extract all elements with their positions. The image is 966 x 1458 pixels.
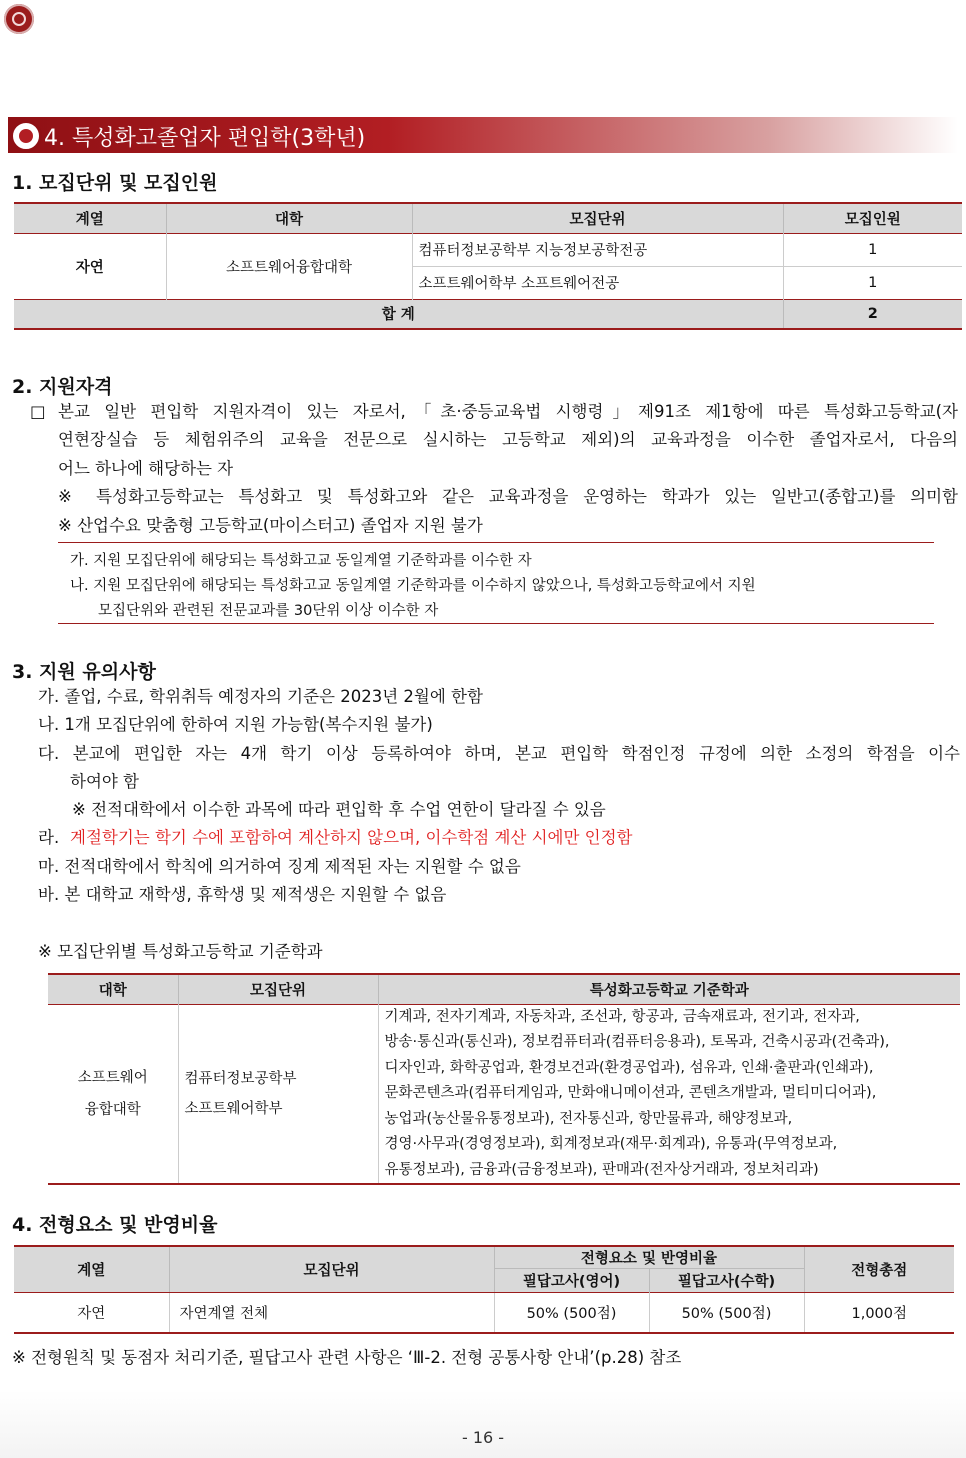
total-value: 2: [867, 305, 878, 322]
col-total: 전형총점: [804, 1246, 954, 1293]
dept-unit-cell: [178, 1004, 378, 1184]
unit-cell: 자연계열 전체: [169, 1293, 494, 1333]
col-college: 대학: [166, 203, 412, 233]
unit-cell: 소프트웨어학부 소프트웨어전공: [412, 266, 783, 299]
dept-table-title: ※ 모집단위별 특성화고등학교 기준학과: [38, 942, 323, 961]
eligibility-line: 연현장실습 등 체험위주의 교육을 전문으로 실시하는 고등학교 제외)의 교육과정을 이수한 졸업자로서, 다음의: [58, 430, 958, 449]
section-emblem-icon: [10, 120, 42, 152]
col-math: 필답고사(수학): [649, 1269, 804, 1293]
section3-heading: 3. 지원 유의사항: [12, 661, 156, 683]
eng-cell: 50% (500점): [494, 1293, 649, 1333]
field-cell: 자연: [14, 233, 166, 299]
col-unit: 모집단위: [178, 974, 378, 1004]
unit-cell: 컴퓨터정보공학부 지능정보공학전공: [412, 233, 783, 266]
col-group: 전형요소 및 반영비율: [494, 1246, 804, 1269]
eligibility-line: 어느 하나에 해당하는 자: [58, 459, 234, 478]
col-unit: 모집단위: [412, 203, 783, 233]
condition-item: 가. 지원 모집단위에 해당되는 특성화고교 동일계열 기준학과를 이수한 자: [70, 553, 532, 569]
notice-item: 바. 본 대학교 재학생, 휴학생 및 제적생은 지원할 수 없음: [38, 885, 447, 904]
notice-note: ※ 전적대학에서 이수한 과목에 따라 편입학 후 수업 연한이 달라질 수 있음: [72, 800, 606, 819]
col-dept: 특성화고등학교 기준학과: [589, 982, 749, 999]
college-line: 소프트웨어: [77, 1069, 148, 1086]
section2-heading: 2. 지원자격: [12, 376, 113, 398]
notice-item: 마. 전적대학에서 학칙에 의거하여 징계 제적된 자는 지원할 수 없음: [38, 857, 521, 876]
dept-line: 농업과(농산물유통정보과), 전자통신과, 항만물류과, 해양정보과,: [384, 1110, 793, 1127]
dept-line: 경영·사무과(경영정보과), 회계정보과(재무·회계과), 유통과(무역정보과,: [384, 1136, 838, 1152]
notice-item: 나. 1개 모집단위에 한하여 지원 가능함(복수지원 불가): [38, 715, 433, 734]
dept-line: 디자인과, 화학공업과, 환경보건과(환경공업과), 섬유과, 인쇄·출판과(인쇄과),: [384, 1059, 874, 1076]
unit-line: 컴퓨터정보공학부: [184, 1070, 297, 1087]
college-line: 융합대학: [84, 1101, 141, 1118]
recruit-table: [14, 202, 962, 330]
eligibility-note: ※ 산업수요 맞춤형 고등학교(마이스터고) 졸업자 지원 불가: [58, 516, 483, 535]
eligibility-note: ※ 특성화고등학교는 특성화고 및 특성화고와 같은 교육과정을 운영하는 학과가 있는 일반고(종합고)를 의미함: [58, 487, 958, 506]
math-cell: 50% (500점): [649, 1293, 804, 1333]
section-title: 4. 특성화고졸업자 편입학(3학년): [44, 126, 366, 151]
page-bottom-shade: [0, 1390, 966, 1458]
dept-line: 문화콘텐츠과(컴퓨터게임과, 만화애니메이션과, 콘텐츠개발과, 멀티미디어과),: [384, 1085, 877, 1101]
dept-line: 방송·통신과(통신과), 정보컴퓨터과(컴퓨터응용과), 토목과, 건축시공과(건축과),: [384, 1034, 890, 1050]
ratio-note: ※ 전형원칙 및 동점자 처리기준, 필답고사 관련 사항은 ‘Ⅲ-2. 전형 공통사항 안내’(p.28) 참조: [12, 1348, 682, 1367]
notice-item-highlight: 계절학기는 학기 수에 포함하여 계산하지 않으며, 이수학점 계산 시에만 인정함: [70, 828, 633, 847]
dept-table: [48, 973, 960, 1185]
section4-heading: 4. 전형요소 및 반영비율: [12, 1214, 218, 1236]
notice-item-label: 라.: [38, 828, 60, 847]
total-cell: 1,000점: [851, 1305, 908, 1322]
col-count: 모집인원: [844, 211, 901, 228]
count-cell: 1: [868, 274, 878, 291]
notice-item: 다. 본교에 편입한 자는 4개 학기 이상 등록하여야 하며, 본교 편입학 학점인정 규정에 의한 소정의 학점을 이수: [38, 744, 960, 763]
col-field: 계열: [14, 203, 166, 233]
field-cell: 자연: [14, 1293, 169, 1333]
col-field: 계열: [14, 1246, 169, 1293]
dept-line: 기계과, 전자기계과, 자동차과, 조선과, 항공과, 금속재료과, 전기과, 전자과,: [384, 1008, 860, 1025]
page-number: - 16 -: [461, 1428, 505, 1447]
section1-heading: 1. 모집단위 및 모집인원: [12, 172, 218, 194]
checkbox-mark: □: [30, 402, 46, 421]
university-emblem-icon: [4, 4, 34, 34]
total-label: 합 계: [14, 299, 783, 329]
eligibility-line: 본교 일반 편입학 지원자격이 있는 자로서,「초·중등교육법 시행령」제91조 제1항에 따른 특성화고등학교(자: [58, 402, 958, 421]
conditions-box: [58, 542, 934, 624]
condition-item: 모집단위와 관련된 전문교과를 30단위 이상 이수한 자: [98, 603, 439, 619]
ratio-table: [14, 1245, 954, 1334]
college-cell: 소프트웨어융합대학: [166, 233, 412, 299]
dept-list-cell: [378, 1004, 960, 1184]
col-eng: 필답고사(영어): [494, 1269, 649, 1293]
notice-item-cont: 하여야 함: [70, 772, 140, 791]
col-college: 대학: [48, 974, 178, 1004]
notice-item: 가. 졸업, 수료, 학위취득 예정자의 기준은 2023년 2월에 한함: [38, 687, 483, 706]
condition-item: 나. 지원 모집단위에 해당되는 특성화고교 동일계열 기준학과를 이수하지 않았으나, 특성화고등학교에서 지원: [70, 578, 756, 594]
dept-line: 유통정보과), 금융과(금융정보과), 판매과(전자상거래과, 정보처리과): [384, 1161, 819, 1178]
unit-line: 소프트웨어학부: [184, 1100, 283, 1117]
count-cell: 1: [868, 241, 878, 258]
dept-college-cell: [48, 1004, 178, 1184]
col-unit: 모집단위: [169, 1246, 494, 1293]
